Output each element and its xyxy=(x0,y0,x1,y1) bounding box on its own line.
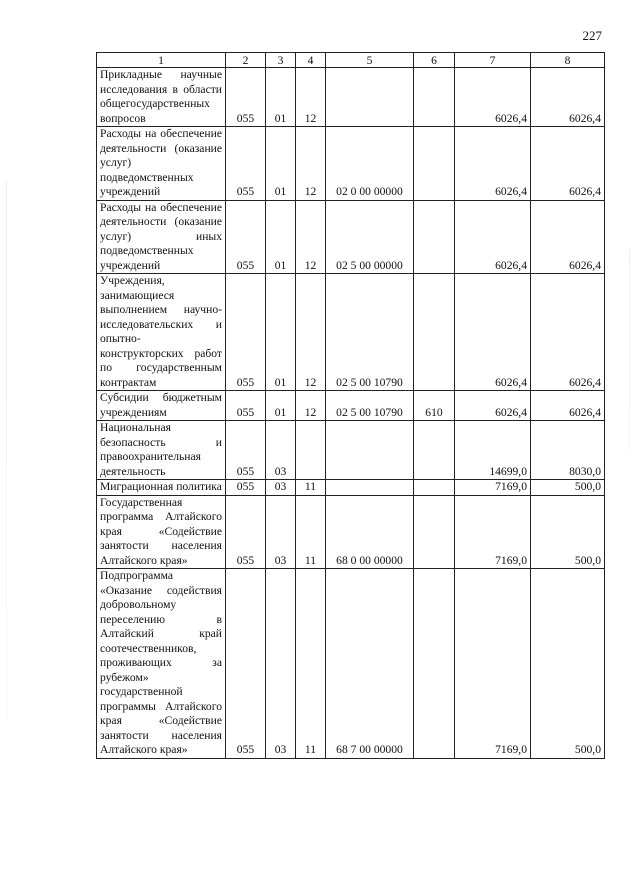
section-code: 03 xyxy=(266,495,296,569)
amount-column-7: 7169,0 xyxy=(455,480,531,496)
subsection-code: 12 xyxy=(296,391,326,421)
table-row xyxy=(97,480,605,496)
amount-column-7: 7169,0 xyxy=(455,569,531,759)
expense-type-code xyxy=(414,569,455,759)
page-number: 227 xyxy=(582,28,602,43)
ministry-code: 055 xyxy=(226,68,266,127)
amount-column-7: 6026,4 xyxy=(455,274,531,391)
ministry-code: 055 xyxy=(226,569,266,759)
subsection-code: 12 xyxy=(296,127,326,201)
table-row xyxy=(97,421,605,480)
amount-column-8: 6026,4 xyxy=(531,200,605,274)
amount-column-8: 6026,4 xyxy=(531,68,605,127)
table-row xyxy=(97,495,605,569)
item-name: Миграционная политика xyxy=(97,480,226,496)
section-code: 01 xyxy=(266,127,296,201)
section-code: 03 xyxy=(266,569,296,759)
expense-type-code xyxy=(414,127,455,201)
target-article-code: 02 0 00 00000 xyxy=(326,127,414,201)
table-row xyxy=(97,569,605,759)
ministry-code: 055 xyxy=(226,127,266,201)
expense-type-code xyxy=(414,68,455,127)
ministry-code: 055 xyxy=(226,274,266,391)
subsection-code: 11 xyxy=(296,480,326,496)
subsection-code: 11 xyxy=(296,495,326,569)
amount-column-7: 6026,4 xyxy=(455,127,531,201)
scan-margin-shadow-right xyxy=(629,250,630,450)
amount-column-8: 6026,4 xyxy=(531,391,605,421)
item-name: Подпрограмма «Оказание содействия добровольному переселению в Алтайский край соотечественников, проживающих за рубежом» государственной программы Алтайского края «Содействие занятости населения Алтайского края» xyxy=(97,569,226,759)
scan-margin-shadow xyxy=(6,180,7,720)
item-name: Национальная безопасность и правоохранительная деятельность xyxy=(97,421,226,480)
amount-column-8: 500,0 xyxy=(531,495,605,569)
expense-type-code xyxy=(414,421,455,480)
column-number: 2 xyxy=(226,53,266,68)
section-code: 03 xyxy=(266,421,296,480)
amount-column-8: 6026,4 xyxy=(531,127,605,201)
table-row xyxy=(97,274,605,391)
subsection-code: 11 xyxy=(296,569,326,759)
ministry-code: 055 xyxy=(226,495,266,569)
target-article-code: 02 5 00 00000 xyxy=(326,200,414,274)
subsection-code: 12 xyxy=(296,68,326,127)
subsection-code: 12 xyxy=(296,274,326,391)
column-number-row xyxy=(97,53,605,68)
table-row xyxy=(97,200,605,274)
amount-column-7: 6026,4 xyxy=(455,200,531,274)
target-article-code xyxy=(326,421,414,480)
ministry-code: 055 xyxy=(226,200,266,274)
column-number: 1 xyxy=(97,53,226,68)
subsection-code: 12 xyxy=(296,200,326,274)
amount-column-8: 6026,4 xyxy=(531,274,605,391)
table-row xyxy=(97,68,605,127)
section-code: 01 xyxy=(266,391,296,421)
expense-type-code xyxy=(414,200,455,274)
amount-column-8: 500,0 xyxy=(531,480,605,496)
target-article-code xyxy=(326,68,414,127)
column-number: 7 xyxy=(455,53,531,68)
column-number: 5 xyxy=(326,53,414,68)
amount-column-7: 7169,0 xyxy=(455,495,531,569)
table-row xyxy=(97,127,605,201)
item-name: Учреждения, занимающиеся выполнением научно-исследовательских и опытно-конструкторских работ по государственным контрактам xyxy=(97,274,226,391)
target-article-code: 68 7 00 00000 xyxy=(326,569,414,759)
item-name: Прикладные научные исследования в области общегосударственных вопросов xyxy=(97,68,226,127)
item-name: Расходы на обеспечение деятельности (оказание услуг) иных подведомственных учреждений xyxy=(97,200,226,274)
amount-column-8: 8030,0 xyxy=(531,421,605,480)
table-row xyxy=(97,391,605,421)
target-article-code xyxy=(326,480,414,496)
expense-type-code xyxy=(414,495,455,569)
budget-table xyxy=(96,52,605,759)
target-article-code: 02 5 00 10790 xyxy=(326,274,414,391)
item-name: Субсидии бюджетным учреждениям xyxy=(97,391,226,421)
section-code: 01 xyxy=(266,68,296,127)
target-article-code: 02 5 00 10790 xyxy=(326,391,414,421)
section-code: 03 xyxy=(266,480,296,496)
amount-column-7: 14699,0 xyxy=(455,421,531,480)
section-code: 01 xyxy=(266,200,296,274)
column-number: 4 xyxy=(296,53,326,68)
column-number: 3 xyxy=(266,53,296,68)
column-number: 6 xyxy=(414,53,455,68)
item-name: Государственная программа Алтайского края «Содействие занятости населения Алтайского края» xyxy=(97,495,226,569)
ministry-code: 055 xyxy=(226,421,266,480)
amount-column-8: 500,0 xyxy=(531,569,605,759)
column-number: 8 xyxy=(531,53,605,68)
ministry-code: 055 xyxy=(226,480,266,496)
expense-type-code xyxy=(414,480,455,496)
subsection-code xyxy=(296,421,326,480)
amount-column-7: 6026,4 xyxy=(455,391,531,421)
item-name: Расходы на обеспечение деятельности (оказание услуг) подведомственных учреждений xyxy=(97,127,226,201)
expense-type-code: 610 xyxy=(414,391,455,421)
amount-column-7: 6026,4 xyxy=(455,68,531,127)
section-code: 01 xyxy=(266,274,296,391)
target-article-code: 68 0 00 00000 xyxy=(326,495,414,569)
ministry-code: 055 xyxy=(226,391,266,421)
expense-type-code xyxy=(414,274,455,391)
